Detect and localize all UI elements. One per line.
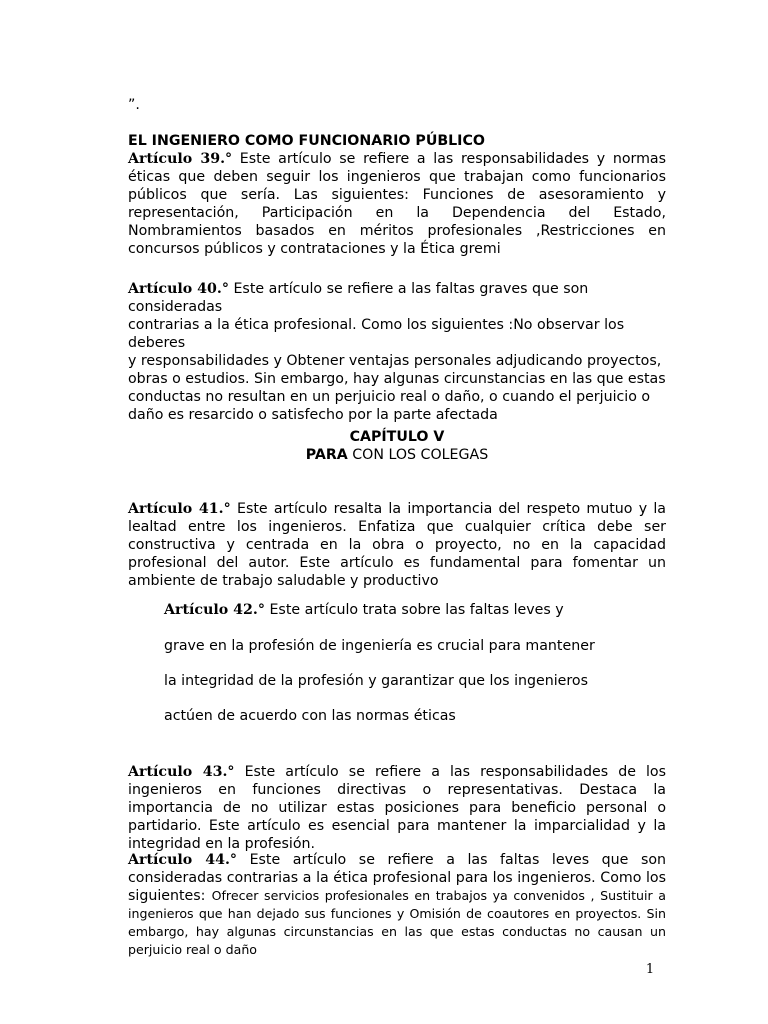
article-40-line-4: obras o estudios. Sin embargo, hay algunas circunstancias en las que estas — [128, 371, 666, 387]
article-42-label: Artículo 42.° — [164, 602, 265, 618]
article-40-line-5: conductas no resultan en un perjuicio real o daño, o cuando el perjuicio o — [128, 389, 651, 405]
article-41-text: Este artículo resalta la importancia del respeto mutuo y la lealtad entre los ingenieros. Enfatiza que cualquier crítica debe ser constructiva y centrada en la obra o proyecto, no en la capacidad profesional del autor. Este artículo es fundamental para fomentar un ambiente de trabajo saludable y productivo — [128, 501, 667, 589]
section-title: EL INGENIERO COMO FUNCIONARIO PÚBLICO — [128, 133, 485, 149]
article-40-line-2: contrarias a la ética profesional. Como los siguientes :No observar los deberes — [128, 317, 625, 351]
article-40-label: Artículo 40.° — [128, 281, 229, 297]
article-44-text-main: Este artículo se refiere a las faltas leves que son consideradas contrarias a la ética profesional para los ingenieros. Como los siguientes: — [128, 852, 667, 904]
chapter-subtitle — [128, 446, 666, 464]
chapter-subtitle-rest: CON LOS COLEGAS — [347, 447, 489, 463]
article-43-text: Este artículo se refiere a las responsabilidades de los ingenieros en funciones directivas o representativas. Destaca la importancia de no utilizar estas posiciones para beneficio personal o partidario. Este artículo es esencial para mantener la imparcialidad y la integridad en la profesión. — [128, 764, 667, 852]
article-39-label: Artículo 39.° — [128, 151, 233, 167]
article-40-line-1: Este artículo se refiere a las faltas graves que son consideradas — [128, 281, 589, 315]
top-mark: ”. — [128, 97, 140, 113]
article-42-line-1 — [164, 601, 666, 619]
page-number: 1 — [645, 962, 655, 977]
article-44 — [128, 851, 666, 959]
article-40 — [128, 280, 666, 424]
article-43-label: Artículo 43.° — [128, 764, 235, 780]
article-40-line-6: daño es resarcido o satisfecho por la parte afectada — [128, 407, 498, 423]
article-39 — [128, 150, 666, 258]
article-42-line-2: grave en la profesión de ingeniería es crucial para mantener — [164, 638, 595, 654]
article-42-line-3: la integridad de la profesión y garantizar que los ingenieros — [164, 673, 588, 689]
article-44-label: Artículo 44.° — [128, 852, 238, 868]
article-39-text: Este artículo se refiere a las responsabilidades y normas éticas que deben seguir los ingenieros que trabajan como funcionarios públicos que sería. Las siguientes: Funciones de asesoramiento y representación, Participación en la Dependencia del Estado, Nombramientos basados en méritos profesionales ,Restricciones en concursos públicos y contrataciones y la Ética gremi — [128, 151, 666, 257]
article-41-label: Artículo 41.° — [128, 501, 231, 517]
article-41 — [128, 500, 666, 590]
article-42-first: Este artículo trata sobre las faltas leves y — [264, 602, 564, 618]
article-42-line-4: actúen de acuerdo con las normas éticas — [164, 708, 456, 724]
chapter-subtitle-bold: PARA — [305, 447, 348, 463]
chapter-title: CAPÍTULO V — [349, 429, 445, 445]
article-43 — [128, 763, 666, 853]
article-40-line-3: y responsabilidades y Obtener ventajas personales adjudicando proyectos, — [128, 353, 662, 369]
article-44-text-small: Ofrecer servicios profesionales en trabajos ya convenidos , Sustituir a ingenieros que han dejado sus funciones y Omisión de coautores en proyectos. Sin embargo, hay algunas circunstancias en las que estas conductas no causan un perjuicio real o daño — [128, 888, 666, 957]
